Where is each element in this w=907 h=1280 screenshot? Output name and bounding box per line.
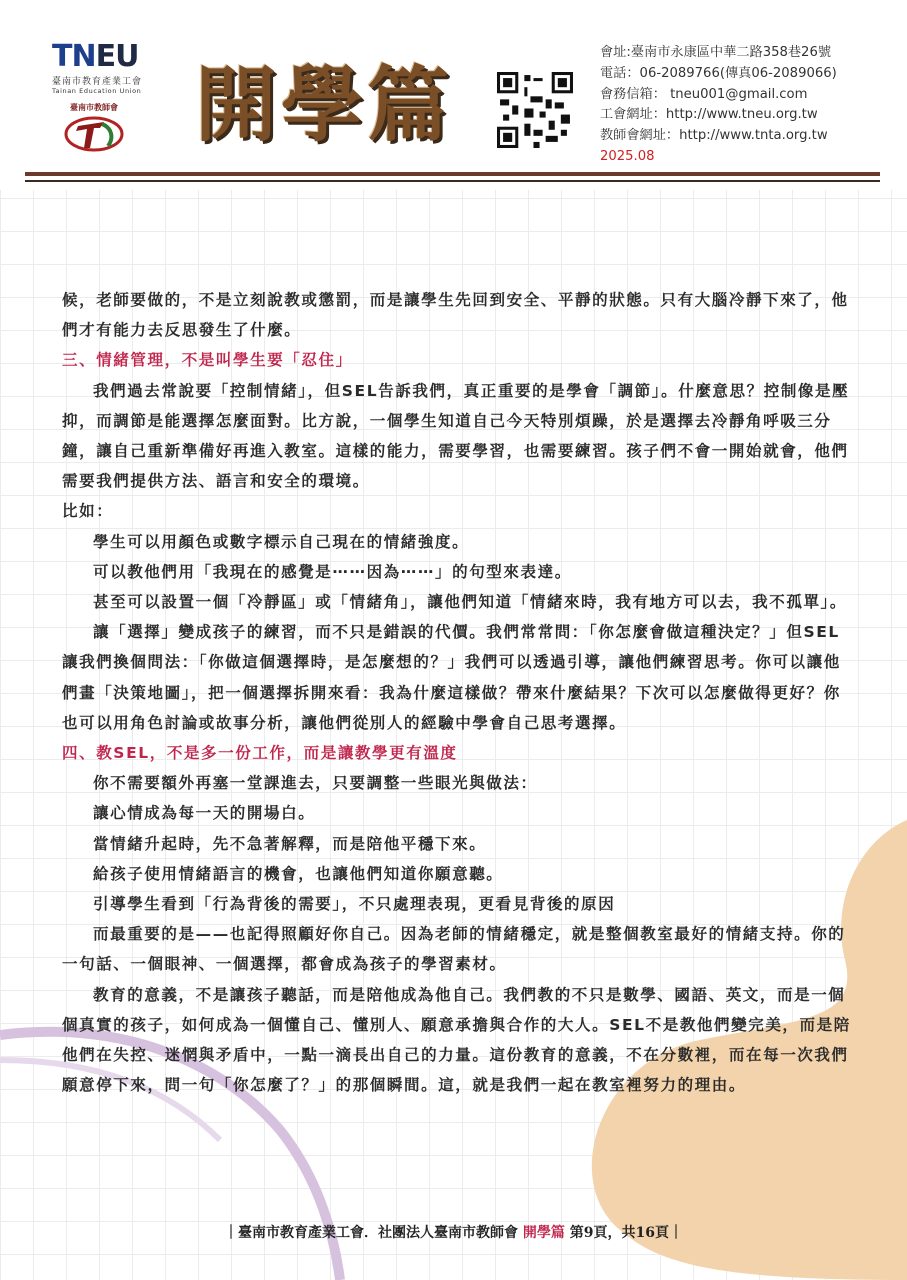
example-label: 比如： [62, 502, 114, 521]
email: 會務信箱： tneu001@gmail.com [600, 86, 808, 102]
header-divider-thick [25, 172, 880, 176]
header-divider-thin [25, 180, 880, 182]
list-item: 當情緒升起時，先不急著解釋，而是陪他平穩下來。 [93, 834, 487, 853]
example-item: 學生可以用顏色或數字標示自己現在的情緒強度。 [93, 532, 470, 551]
phone: 電話：06-2089766(傳真06-2089066) [600, 65, 837, 81]
footer-page-number: 第9頁，共16頁｜ [564, 1225, 683, 1241]
paragraph: 教育的意義，不是讓孩子聽話，而是陪他成為他自己。我們教的不只是數學、國語、英文，而是一個個真實的孩子，如何成為一個懂自己、懂別人、願意承擔與合作的大人。SEL不是教他們變完美，而是陪他們在失控、迷惘與矛盾中，一點一滴長出自己的力量。這份教育的意義，不在分數裡，而在每一次我們願意停下來，問一句「你怎麼了？」的那個瞬間。這，就是我們一起在教室裡努力的理由。 [62, 985, 851, 1095]
list-item: 給孩子使用情緒語言的機會，也讓他們知道你願意聽。 [93, 864, 504, 883]
paragraph: 我們過去常說要「控制情緒」，但SEL告訴我們，真正重要的是學會「調節」。什麼意思？控制像是壓抑，而調節是能選擇怎麼面對。比方說，一個學生知道自己今天特別煩躁，於是選擇去冷靜角呼吸三分鐘，讓自己重新準備好再進入教室。這樣的能力，需要學習，也需要練習。孩子們不會一開始就會，他們需要我們提供方法、語言和安全的環境。 [62, 381, 850, 491]
footer-publisher: ｜臺南市教育產業工會．社團法人臺南市教師會 [224, 1225, 523, 1241]
teachers-association-name: 臺南市教師會 [70, 103, 118, 112]
union-website: 工會網址：http://www.tneu.org.tw [600, 107, 818, 123]
paragraph: 而最重要的是——也記得照顧好你自己。因為老師的情緒穩定，就是整個教室最好的情緒支持。你的一句話、一個眼神、一個選擇，都會成為孩子的學習素材。 [62, 925, 846, 974]
logo-name-en: Tainan Education Union [52, 87, 142, 95]
logo-name-cn: 臺南市教育產業工會 [52, 77, 143, 87]
footer-issue-name: 開學篇 [522, 1225, 565, 1241]
qr-code-icon [497, 72, 573, 148]
article-body [62, 285, 852, 1100]
paragraph-continuation: 候，老師要做的，不是立刻說教或懲罰，而是讓學生先回到安全、平靜的狀態。只有大腦冷靜下來了，他們才有能力去反思發生了什麼。 [62, 291, 849, 340]
page-title: 開學篇 [195, 57, 454, 153]
section-heading-4: 四、教SEL，不是多一份工作，而是讓教學更有溫度 [62, 744, 458, 763]
list-item: 讓心情成為每一天的開場白。 [93, 804, 316, 823]
tneu-logo [52, 39, 167, 102]
paragraph: 讓「選擇」變成孩子的練習，而不只是錯誤的代價。我們常常問：「你怎麼會做這種決定？」但SEL讓我們換個問法：「你做這個選擇時，是怎麼想的？」我們可以透過引導，讓他們練習思考。你可以讓他們畫「決策地圖」，把一個選擇拆開來看：我為什麼這樣做？帶來什麼結果？下次可以怎麼做得更好？你也可以用角色討論或故事分析，讓他們從別人的經驗中學會自己思考選擇。 [62, 623, 841, 732]
teachers-association-logo [60, 102, 128, 156]
address: 會址:臺南市永康區中華二路358巷26號 [600, 45, 832, 60]
list-item: 引導學生看到「行為背後的需要」，不只處理表現，更看見背後的原因 [93, 895, 616, 914]
contact-info [600, 43, 837, 168]
section-heading-3: 三、情緒管理，不是叫學生要「忍住」 [62, 351, 353, 370]
page-header [0, 0, 907, 190]
paragraph: 你不需要額外再塞一堂課進去，只要調整一些眼光與做法： [93, 774, 538, 793]
example-item: 可以教他們用「我現在的感覺是⋯⋯因為⋯⋯」的句型來表達。 [93, 562, 572, 581]
example-item: 甚至可以設置一個「冷靜區」或「情緒角」，讓他們知道「情緒來時，我有地方可以去，我不孤單」。 [93, 593, 848, 612]
logo-wordmark-eu: EU [95, 39, 139, 74]
teachers-website: 教師會網址：http://www.tnta.org.tw [600, 128, 828, 144]
logo-wordmark-tn: TN [52, 39, 96, 74]
page-footer [0, 1222, 907, 1242]
issue-date: 2025.08 [600, 148, 655, 164]
